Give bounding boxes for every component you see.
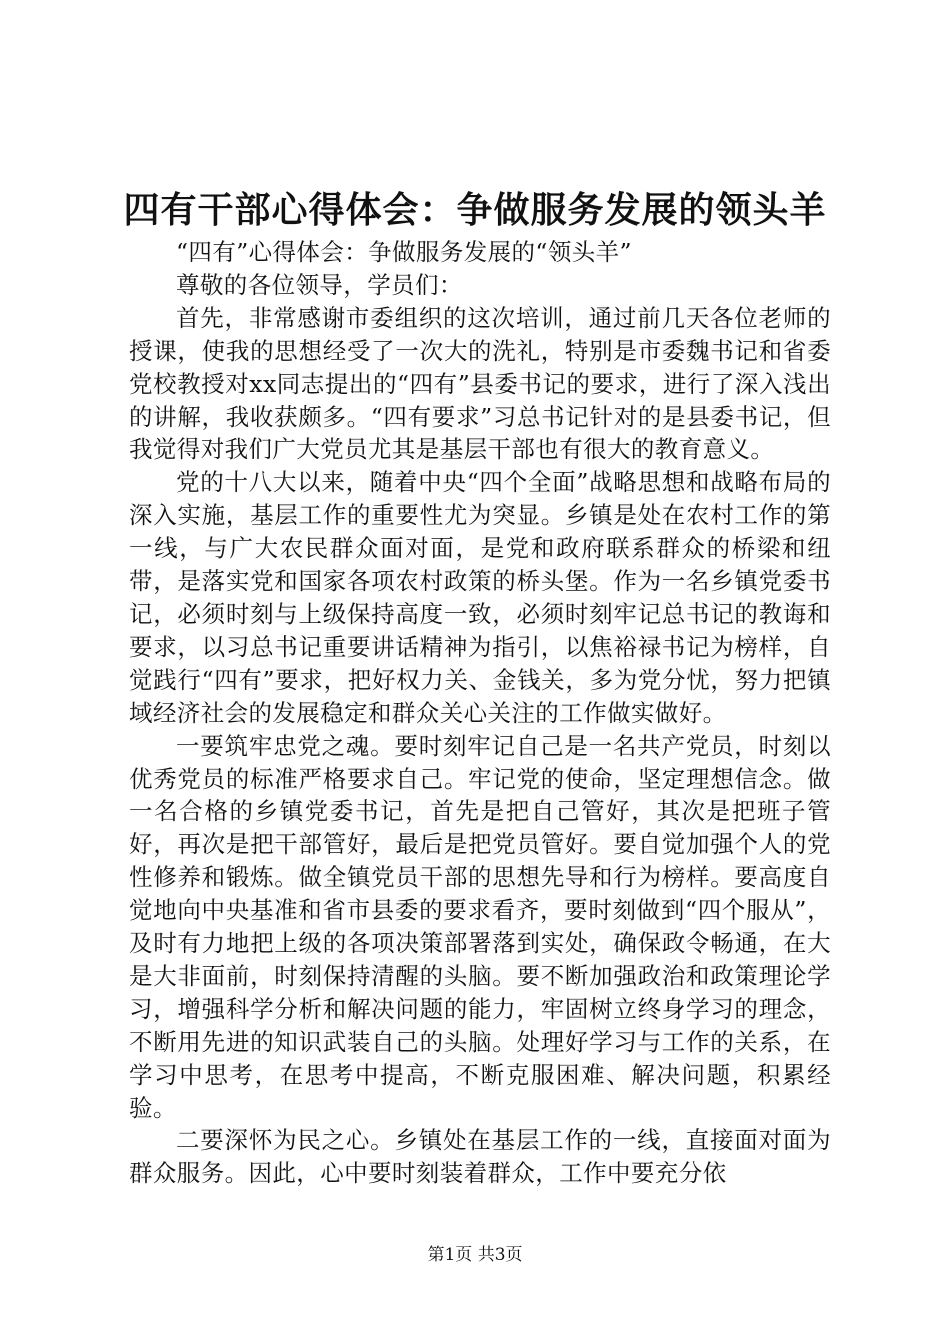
salutation-paragraph: 尊敬的各位领导，学员们： (176, 270, 463, 299)
body-paragraph: 首先，非常感谢市委组织的这次培训，通过前几天各位老师的授课，使我的思想经受了一次大的洗礼，特别是市委魏书记和省委党校教授对xx同志提出的“四有”县委书记的要求，进行了深入浅出的讲解，我收获颇多。“四有要求”习总书记针对的是县委书记，但我觉得对我们广大党员尤其是基层干部也有很大的教育意义。 (129, 303, 831, 464)
document-title: 四有干部心得体会：争做服务发展的领头羊 (123, 189, 827, 231)
body-paragraph: 一要筑牢忠党之魂。要时刻牢记自己是一名共产党员，时刻以优秀党员的标准严格要求自己。牢记党的使命，坚定理想信念。做一名合格的乡镇党委书记，首先是把自己管好，其次是把班子管好，再次是把干部管好，最后是把党员管好。要自觉加强个人的党性修养和锻炼。做全镇党员干部的思想先导和行为榜样。要高度自觉地向中央基准和省市县委的要求看齐，要时刻做到“四个服从”，及时有力地把上级的各项决策部署落到实处，确保政令畅通，在大是大非面前，时刻保持清醒的头脑。要不断加强政治和政策理论学习，增强科学分析和解决问题的能力，牢固树立终身学习的理念，不断用先进的知识武装自己的头脑。处理好学习与工作的关系，在学习中思考，在思考中提高，不断克服困难、解决问题，积累经验。 (129, 731, 831, 1122)
body-paragraph: 党的十八大以来，随着中央“四个全面”战略思想和战略布局的深入实施，基层工作的重要性尤为突显。乡镇是处在农村工作的第一线，与广大农民群众面对面，是党和政府联系群众的桥梁和纽带，是落实党和国家各项农村政策的桥头堡。作为一名乡镇党委书记，必须时刻与上级保持高度一致，必须时刻牢记总书记的教诲和要求，以习总书记重要讲话精神为指引，以焦裕禄书记为榜样，自觉践行“四有”要求，把好权力关、金钱关，多为党分忧，努力把镇域经济社会的发展稳定和群众关心关注的工作做实做好。 (129, 468, 831, 727)
page-number-footer: 第1页 共3页 (427, 1245, 523, 1265)
body-paragraph: 二要深怀为民之心。乡镇处在基层工作的一线，直接面对面为群众服务。因此，心中要时刻装着群众，工作中要充分依 (129, 1126, 831, 1188)
document-body (129, 236, 831, 1190)
subtitle-paragraph: “四有”心得体会：争做服务发展的“领头羊” (176, 238, 632, 266)
